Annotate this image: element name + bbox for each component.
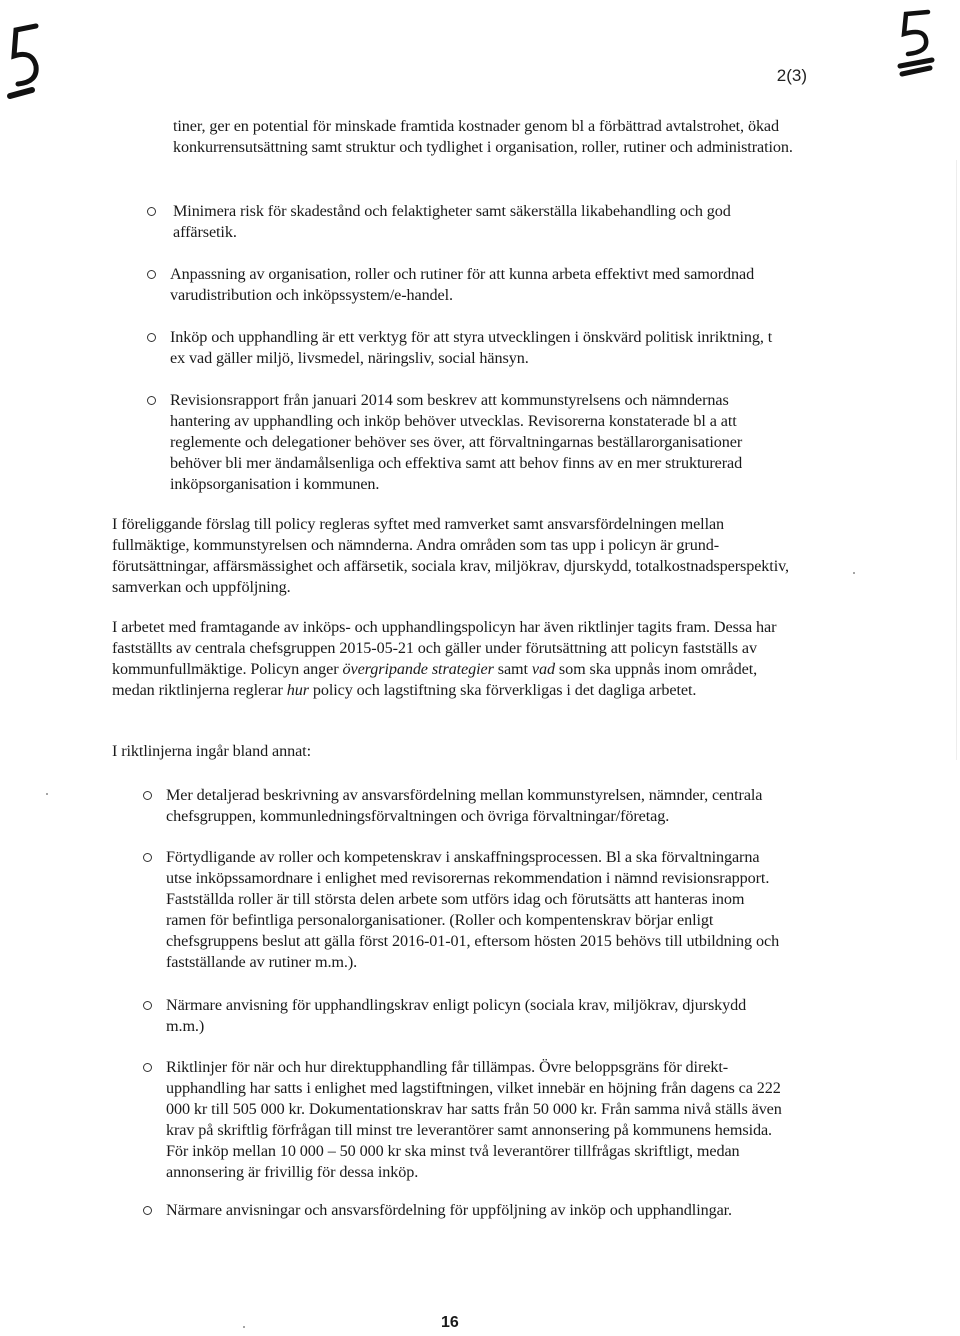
bullet-icon [147,327,156,348]
bullet-item: Anpassning av organisation, roller och rutiner för att kunna arbeta effektivt med samordnad varudistribution och inköpssystem/e-handel. [170,265,755,304]
bullet-icon [147,264,156,285]
bullet-icon [147,390,156,411]
handwritten-page-mark [6,20,50,100]
bullet-icon [143,847,152,868]
scan-speck [243,1326,245,1328]
scan-speck [46,793,48,795]
bullet-icon [143,1057,152,1078]
bullet-item: Inköp och upphandling är ett verktyg för att styra utvecklingen i önskvärd politisk inriktning, t ex vad gäller miljö, livsmedel, näringsliv, social hänsyn. [170,328,773,367]
body-paragraph: I arbetet med framtagande av inköps- och upphandlingspolicyn har även riktlinjer tagits fram. Dessa har fastställts av centrala chefsgruppen 2015-05-21 och gäller under förutsättning att policyn fastställs av kommunfullmäktige. Policyn anger övergripande strategier samt vad som ska uppnås inom området, medan riktlinjerna reglerar hur policy och lagstiftning ska förverkligas i det dagliga arbetet. [112,618,777,699]
bullet-icon [143,1200,152,1221]
bullet-item: Förtydligande av roller och kompetenskrav i anskaffningsprocessen. Bl a ska förvaltningarna utse inköpssamordnare i enlighet med revisorernas rekommendation i nämnd revisionsrapport. Fastställda roller är till största delen arbete som utförs idag och förutsätts att hanteras inom ramen för befintliga personalorganisationer. (Roller och kompentenskrav börjar enligt chefsgruppens beslut att gälla först 2016-01-01, eftersom hösten 2015 behövs till utbildning och fastställande av rutiner m.m.). [166,848,780,971]
bullet-item: Minimera risk för skadestånd och felaktigheter samt säkerställa likabehandling och god affärsetik. [173,202,731,241]
bullet-item: Närmare anvisningar och ansvarsfördelning för uppföljning av inköp och upphandlingar. [166,1201,733,1219]
bullet-item: Närmare anvisning för upphandlingskrav enligt policyn (sociala krav, miljökrav, djurskydd m.m.) [166,996,747,1035]
bullet-icon [143,995,152,1016]
bullet-item: Revisionsrapport från januari 2014 som beskrev att kommunstyrelsens och nämndernas hantering av upphandling och inköp behöver utvecklas. Revisorerna konstaterade bl a att reglemente och delegationer behöver ses över, att förvaltningarnas beställarorganisationer behöver bli mer ändamålsenliga och effektiva samt att behov finns av en mer strukturerad inköpsorganisation i kommunen. [170,391,743,493]
bullet-icon [143,785,152,806]
bullet-item: Riktlinjer för när och hur direktupphandling får tillämpas. Övre beloppsgräns för direktupphandling har satts i enlighet med lagstiftningen, vilket innebär en höjning från dagens ca 222 000 kr till 505 000 kr. Dokumentationskrav har satts från 50 000 kr. Från samma nivå ställs även krav på skriftlig förfrågan till minst tre leverantörer samt annonsering på kommunens hemsida. För inköp mellan 10 000 – 50 000 kr ska minst två leverantörer tillfrågas skriftligt, medan annonsering är frivillig för dessa inköp. [166,1058,782,1181]
handwritten-page-mark [886,4,946,84]
scan-speck [853,572,855,574]
list-intro: I riktlinjerna ingår bland annat: [112,742,311,760]
body-paragraph: I föreliggande förslag till policy regleras syftet med ramverket samt ansvarsfördelningen mellan fullmäktige, kommunstyrelsen och nämnderna. Andra områden som tas upp i policyn är grundförutsättningar, affärsmässighet och affärsetik, sociala krav, miljökrav, djurskydd, totalkostnadsperspektiv, samverkan och uppföljning. [112,515,789,596]
bullet-item: Mer detaljerad beskrivning av ansvarsfördelning mellan kommunstyrelsen, nämnder, centrala chefsgruppen, kommunledningsförvaltningen och övriga förvaltningar/företag. [166,786,763,825]
page-number: 16 [441,1314,459,1331]
scan-edge [956,160,957,760]
continuation-paragraph: tiner, ger en potential för minskade framtida kostnader genom bl a förbättrad avtalstrohet, ökad konkurrensutsättning samt struktur och tydlighet i organisation, roller, rutiner och administration. [173,117,793,156]
page-indicator: 2(3) [776,66,807,85]
bullet-icon [147,201,156,222]
